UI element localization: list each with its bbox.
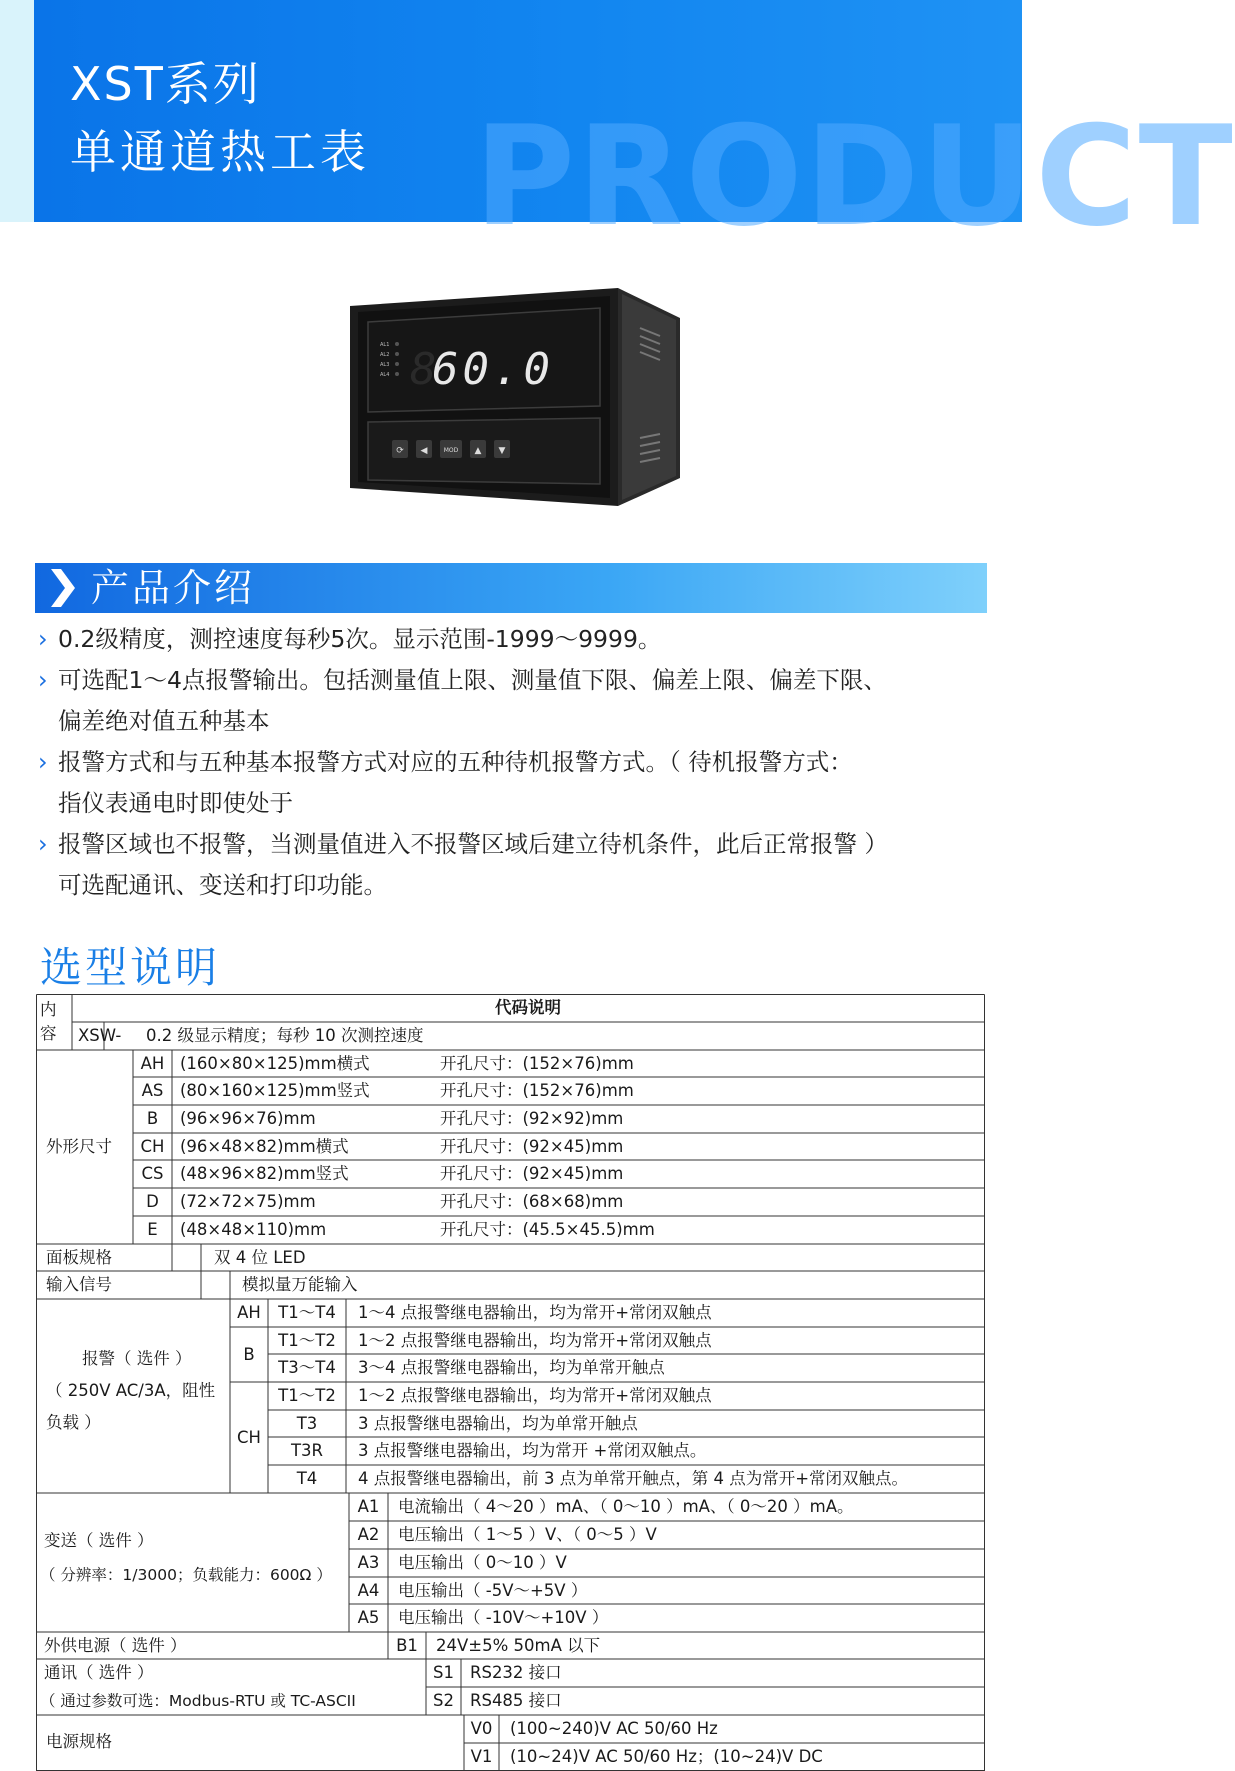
alarm-description: 3 点报警继电器输出，均为常开 +常闭双触点。 bbox=[358, 1441, 707, 1460]
feature-line: 偏差绝对值五种基本 bbox=[58, 707, 270, 735]
header-banner bbox=[0, 0, 1235, 257]
device-button-down[interactable]: ▼ bbox=[498, 446, 506, 456]
indicator-label: AL3 bbox=[380, 362, 390, 368]
section-title-selection: 选型说明 bbox=[40, 943, 221, 992]
transmit-code: A1 bbox=[357, 1497, 380, 1516]
selection-table bbox=[36, 994, 985, 1771]
size-code: CS bbox=[141, 1164, 164, 1183]
transmit-code: A3 bbox=[357, 1553, 380, 1572]
size-dimension: (160×80×125)mm横式 bbox=[180, 1054, 370, 1073]
transmit-description: 电流输出（ 4～20 ）mA、（ 0～10 ）mA、（ 0～20 ）mA。 bbox=[398, 1497, 854, 1516]
power-description: (10~24)V AC 50/60 Hz；(10~24)V DC bbox=[510, 1747, 823, 1766]
alarm-sub-code: T3 bbox=[296, 1414, 318, 1433]
code-header: 代码说明 bbox=[495, 998, 561, 1017]
size-dimension: (96×48×82)mm横式 bbox=[180, 1137, 349, 1156]
feature-line: 可选配通讯、变送和打印功能。 bbox=[58, 871, 387, 899]
indicator-label: AL1 bbox=[380, 342, 390, 348]
alarm-description: 1～2 点报警继电器输出，均为常开+常闭双触点 bbox=[358, 1331, 712, 1350]
device-button-mod[interactable]: MOD bbox=[443, 447, 459, 454]
alarm-description: 1～2 点报警继电器输出，均为常开+常闭双触点 bbox=[358, 1386, 712, 1405]
size-hole: 开孔尺寸：(45.5×45.5)mm bbox=[440, 1220, 655, 1239]
power-code: V0 bbox=[470, 1719, 493, 1738]
size-code: CH bbox=[140, 1137, 165, 1156]
comm-code: S2 bbox=[433, 1691, 454, 1710]
device-button-set[interactable]: ⟳ bbox=[396, 446, 404, 456]
transmit-description: 电压输出（ -10V～+10V ） bbox=[398, 1608, 609, 1627]
power-label: 电源规格 bbox=[46, 1732, 112, 1751]
ext-power-code: B1 bbox=[396, 1636, 418, 1655]
alarm-description: 4 点报警继电器输出，前 3 点为单常开触点，第 4 点为常开+常闭双触点。 bbox=[358, 1469, 909, 1488]
size-dimension: (48×48×110)mm bbox=[180, 1220, 327, 1239]
power-description: (100~240)V AC 50/60 Hz bbox=[510, 1719, 718, 1738]
alarm-sub-code: T3R bbox=[290, 1441, 324, 1460]
size-code: E bbox=[147, 1220, 158, 1239]
bullet-arrow-icon: › bbox=[38, 830, 48, 858]
feature-line: 报警区域也不报警，当测量值进入不报警区域后建立待机条件，此后正常报警 ） bbox=[58, 830, 888, 858]
model-description: 0.2 级显示精度；每秒 10 次测控速度 bbox=[146, 1026, 424, 1045]
size-hole: 开孔尺寸：(68×68)mm bbox=[440, 1192, 624, 1211]
ext-power-description: 24V±5% 50mA 以下 bbox=[436, 1636, 601, 1655]
size-hole: 开孔尺寸：(92×45)mm bbox=[440, 1164, 624, 1183]
size-code: AS bbox=[141, 1081, 164, 1100]
power-code: V1 bbox=[470, 1747, 493, 1766]
alarm-description: 3～4 点报警继电器输出，均为单常开触点 bbox=[358, 1358, 665, 1377]
size-code: AH bbox=[140, 1054, 165, 1073]
alarm-label: 负载 ） bbox=[46, 1413, 101, 1432]
section-title-intro: 产品介绍 bbox=[91, 566, 256, 610]
size-code: B bbox=[146, 1109, 159, 1128]
comm-description: RS232 接口 bbox=[470, 1663, 562, 1682]
feature-line: 0.2级精度，测控速度每秒5次。显示范围-1999～9999。 bbox=[58, 625, 662, 653]
device-illustration bbox=[350, 288, 680, 506]
comm-code: S1 bbox=[433, 1663, 454, 1682]
size-hole: 开孔尺寸：(152×76)mm bbox=[440, 1081, 634, 1100]
transmit-code: A5 bbox=[357, 1608, 380, 1627]
panel-label: 面板规格 bbox=[46, 1248, 112, 1267]
feature-line: 报警方式和与五种基本报警方式对应的五种待机报警方式。（ 待机报警方式： bbox=[58, 748, 853, 776]
alarm-sub-code: T3～T4 bbox=[278, 1358, 336, 1377]
svg-text:8: 8 bbox=[410, 344, 437, 395]
alarm-group-code: B bbox=[243, 1345, 255, 1364]
comm-label: （ 通过参数可选：Modbus-RTU 或 TC-ASCII bbox=[40, 1692, 356, 1710]
transmit-description: 电压输出（ -5V～+5V ） bbox=[398, 1581, 588, 1600]
comm-description: RS485 接口 bbox=[470, 1691, 562, 1710]
ext-power-label: 外供电源（ 选件 ） bbox=[44, 1636, 187, 1655]
input-label: 输入信号 bbox=[46, 1275, 112, 1294]
transmit-label: （ 分辨率：1/3000；负载能力：600Ω ） bbox=[40, 1566, 332, 1584]
content-label: 内容 bbox=[40, 1000, 57, 1043]
alarm-description: 3 点报警继电器输出，均为单常开触点 bbox=[358, 1414, 638, 1433]
page-title-product: 单通道热工表 bbox=[70, 125, 370, 179]
transmit-description: 电压输出（ 1～5 ）V、（ 0～5 ）V bbox=[398, 1525, 657, 1544]
size-label: 外形尺寸 bbox=[46, 1137, 112, 1156]
indicator-label: AL2 bbox=[380, 352, 390, 358]
alarm-label: （ 250V AC/3A，阻性 bbox=[46, 1381, 216, 1400]
alarm-group-code: CH bbox=[237, 1428, 261, 1447]
input-value: 模拟量万能输入 bbox=[242, 1275, 358, 1294]
transmit-label: 变送（ 选件 ） bbox=[44, 1531, 154, 1550]
size-dimension: (80×160×125)mm竖式 bbox=[180, 1081, 370, 1100]
bullet-arrow-icon: › bbox=[38, 748, 48, 776]
comm-label: 通讯（ 选件 ） bbox=[44, 1663, 154, 1682]
indicator-label: AL4 bbox=[380, 372, 390, 378]
size-code: D bbox=[146, 1192, 159, 1211]
transmit-code: A4 bbox=[357, 1581, 380, 1600]
size-dimension: (96×96×76)mm bbox=[180, 1109, 316, 1128]
product-image bbox=[350, 288, 680, 506]
bullet-arrow-icon: › bbox=[38, 666, 48, 694]
feature-line: 可选配1～4点报警输出。包括测量值上限、测量值下限、偏差上限、偏差下限、 bbox=[58, 666, 887, 694]
size-dimension: (72×72×75)mm bbox=[180, 1192, 316, 1211]
watermark-text: PRODUCT bbox=[474, 96, 1235, 257]
alarm-sub-code: T4 bbox=[296, 1469, 318, 1488]
panel-value: 双 4 位 LED bbox=[214, 1248, 306, 1267]
section-header-intro bbox=[35, 563, 987, 613]
bullet-arrow-icon: › bbox=[38, 625, 48, 653]
transmit-code: A2 bbox=[357, 1525, 380, 1544]
alarm-sub-code: T1～T2 bbox=[278, 1386, 336, 1405]
device-button-left[interactable]: ◀ bbox=[420, 446, 428, 456]
feature-line: 指仪表通电时即使处于 bbox=[58, 789, 293, 817]
page-title-series: XST系列 bbox=[70, 57, 261, 111]
chevron-right-icon bbox=[51, 569, 75, 607]
transmit-description: 电压输出（ 0～10 ）V bbox=[398, 1553, 567, 1572]
size-hole: 开孔尺寸：(152×76)mm bbox=[440, 1054, 634, 1073]
display-value: 60.0 bbox=[432, 344, 554, 395]
alarm-sub-code: T1～T2 bbox=[278, 1331, 336, 1350]
model-prefix: XSW- bbox=[78, 1026, 122, 1045]
device-button-up[interactable]: ▲ bbox=[474, 446, 482, 456]
size-hole: 开孔尺寸：(92×92)mm bbox=[440, 1109, 624, 1128]
size-hole: 开孔尺寸：(92×45)mm bbox=[440, 1137, 624, 1156]
alarm-label: 报警（ 选件 ） bbox=[82, 1349, 192, 1368]
alarm-sub-code: T1～T4 bbox=[278, 1303, 336, 1322]
alarm-group-code: AH bbox=[237, 1303, 261, 1322]
alarm-description: 1～4 点报警继电器输出，均为常开+常闭双触点 bbox=[358, 1303, 712, 1322]
size-dimension: (48×96×82)mm竖式 bbox=[180, 1164, 349, 1183]
